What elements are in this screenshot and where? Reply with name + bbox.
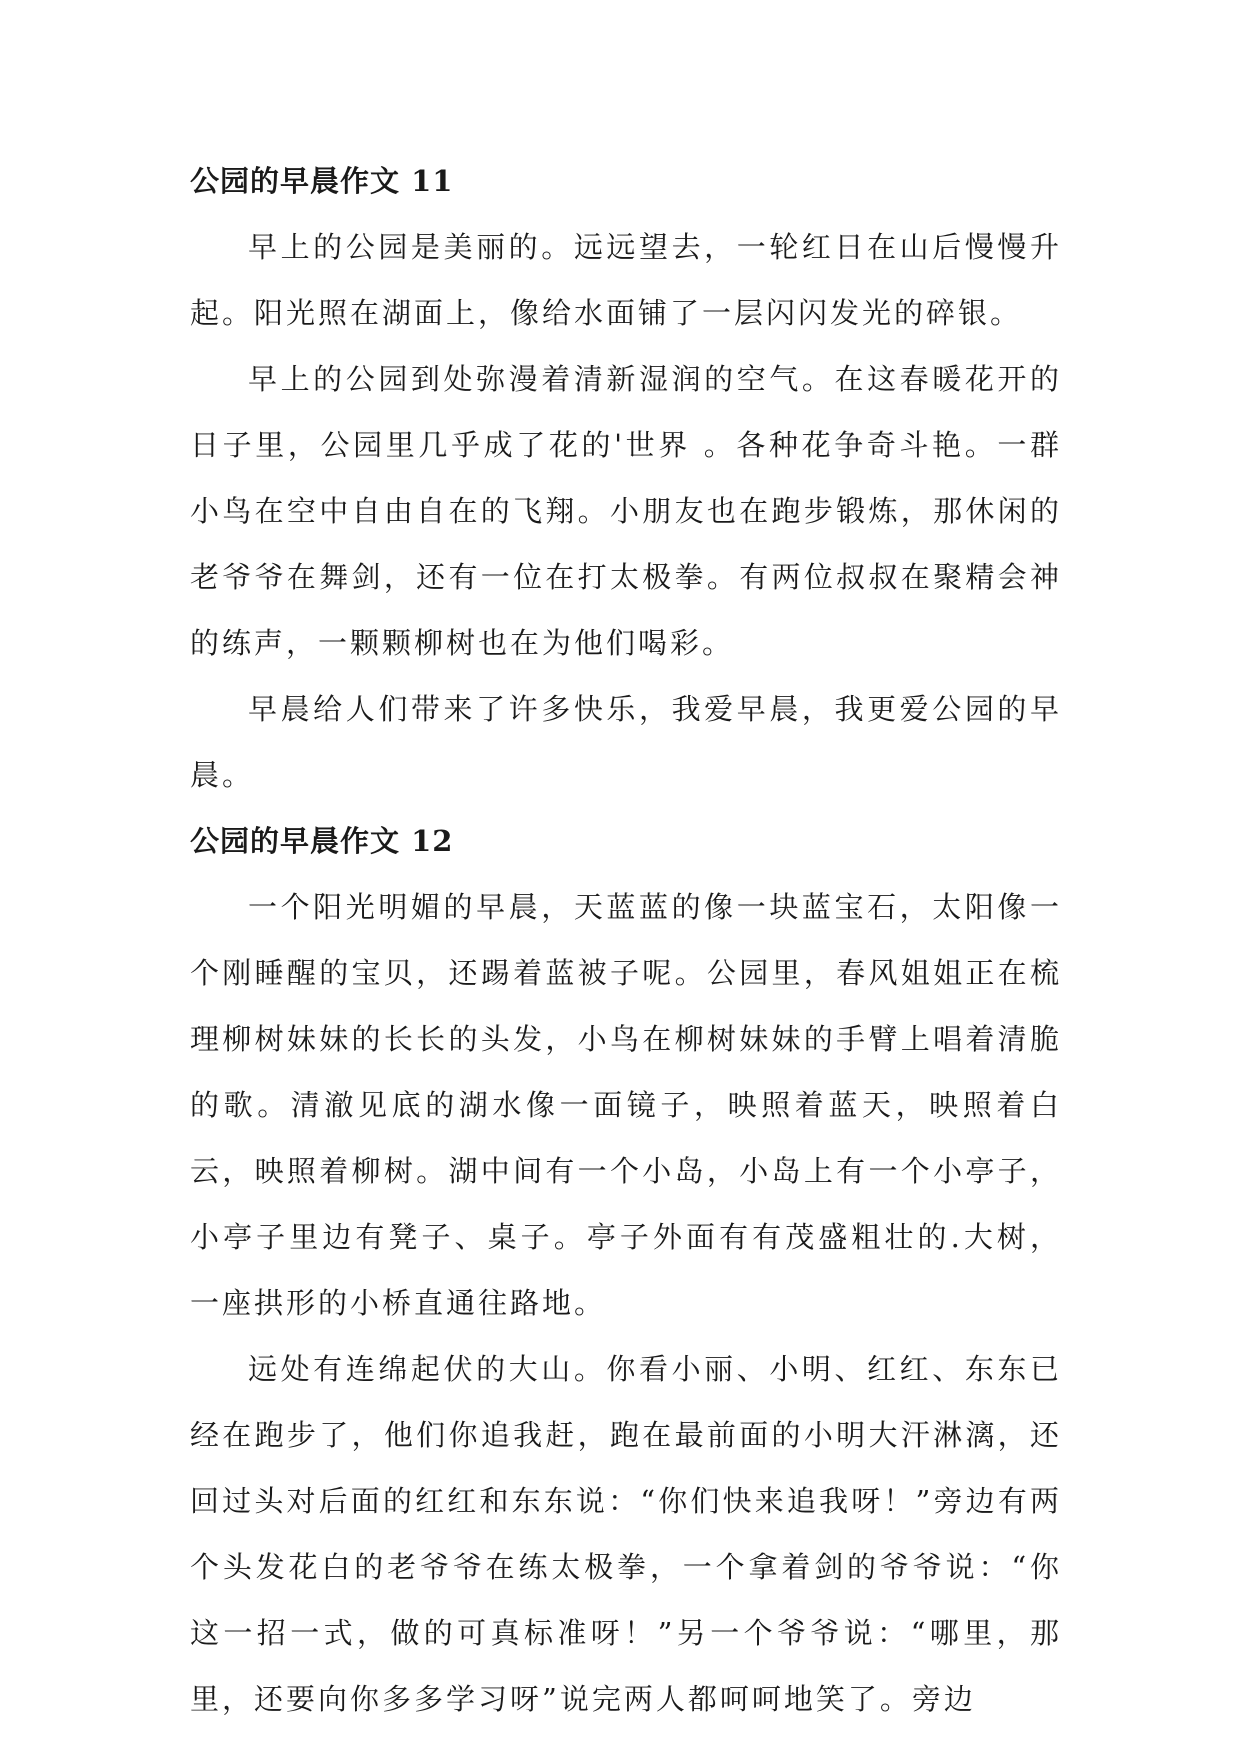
- section-title: 公园的早晨作文 12: [190, 824, 454, 858]
- paragraph: 一个阳光明媚的早晨，天蓝蓝的像一块蓝宝石，太阳像一个刚睡醒的宝贝，还踢着蓝被子呢。公园里，春风姐姐正在梳理柳树妹妹的长长的头发，小鸟在柳树妹妹的手臂上唱着清脆的歌。清澈见底的湖水像一面镜子，映照着蓝天，映照着白云，映照着柳树。湖中间有一个小岛，小岛上有一个小亭子，小亭子里边有凳子、桌子。亭子外面有有茂盛粗壮的.大树，一座拱形的小桥直通往路地。: [190, 890, 1062, 1320]
- document-body: [190, 148, 1062, 1732]
- section-title: 公园的早晨作文 11: [190, 164, 454, 198]
- paragraph: 远处有连绵起伏的大山。你看小丽、小明、红红、东东已经在跑步了，他们你追我赶，跑在最前面的小明大汗淋漓，还回过头对后面的红红和东东说：“你们快来追我呀！”旁边有两个头发花白的老爷爷在练太极拳，一个拿着剑的爷爷说：“你这一招一式，做的可真标准呀！”另一个爷爷说：“哪里，那里，还要向你多多学习呀”说完两人都呵呵地笑了。旁边: [190, 1352, 1062, 1716]
- paragraph: 早上的公园是美丽的。远远望去，一轮红日在山后慢慢升起。阳光照在湖面上，像给水面铺了一层闪闪发光的碎银。: [190, 230, 1062, 330]
- paragraph: 早晨给人们带来了许多快乐，我爱早晨，我更爱公园的早晨。: [190, 692, 1062, 792]
- paragraph: 早上的公园到处弥漫着清新湿润的空气。在这春暖花开的日子里，公园里几乎成了花的'世界 。各种花争奇斗艳。一群小鸟在空中自由自在的飞翔。小朋友也在跑步锻炼，那休闲的老爷爷在舞剑，还有一位在打太极拳。有两位叔叔在聚精会神的练声，一颗颗柳树也在为他们喝彩。: [190, 362, 1062, 660]
